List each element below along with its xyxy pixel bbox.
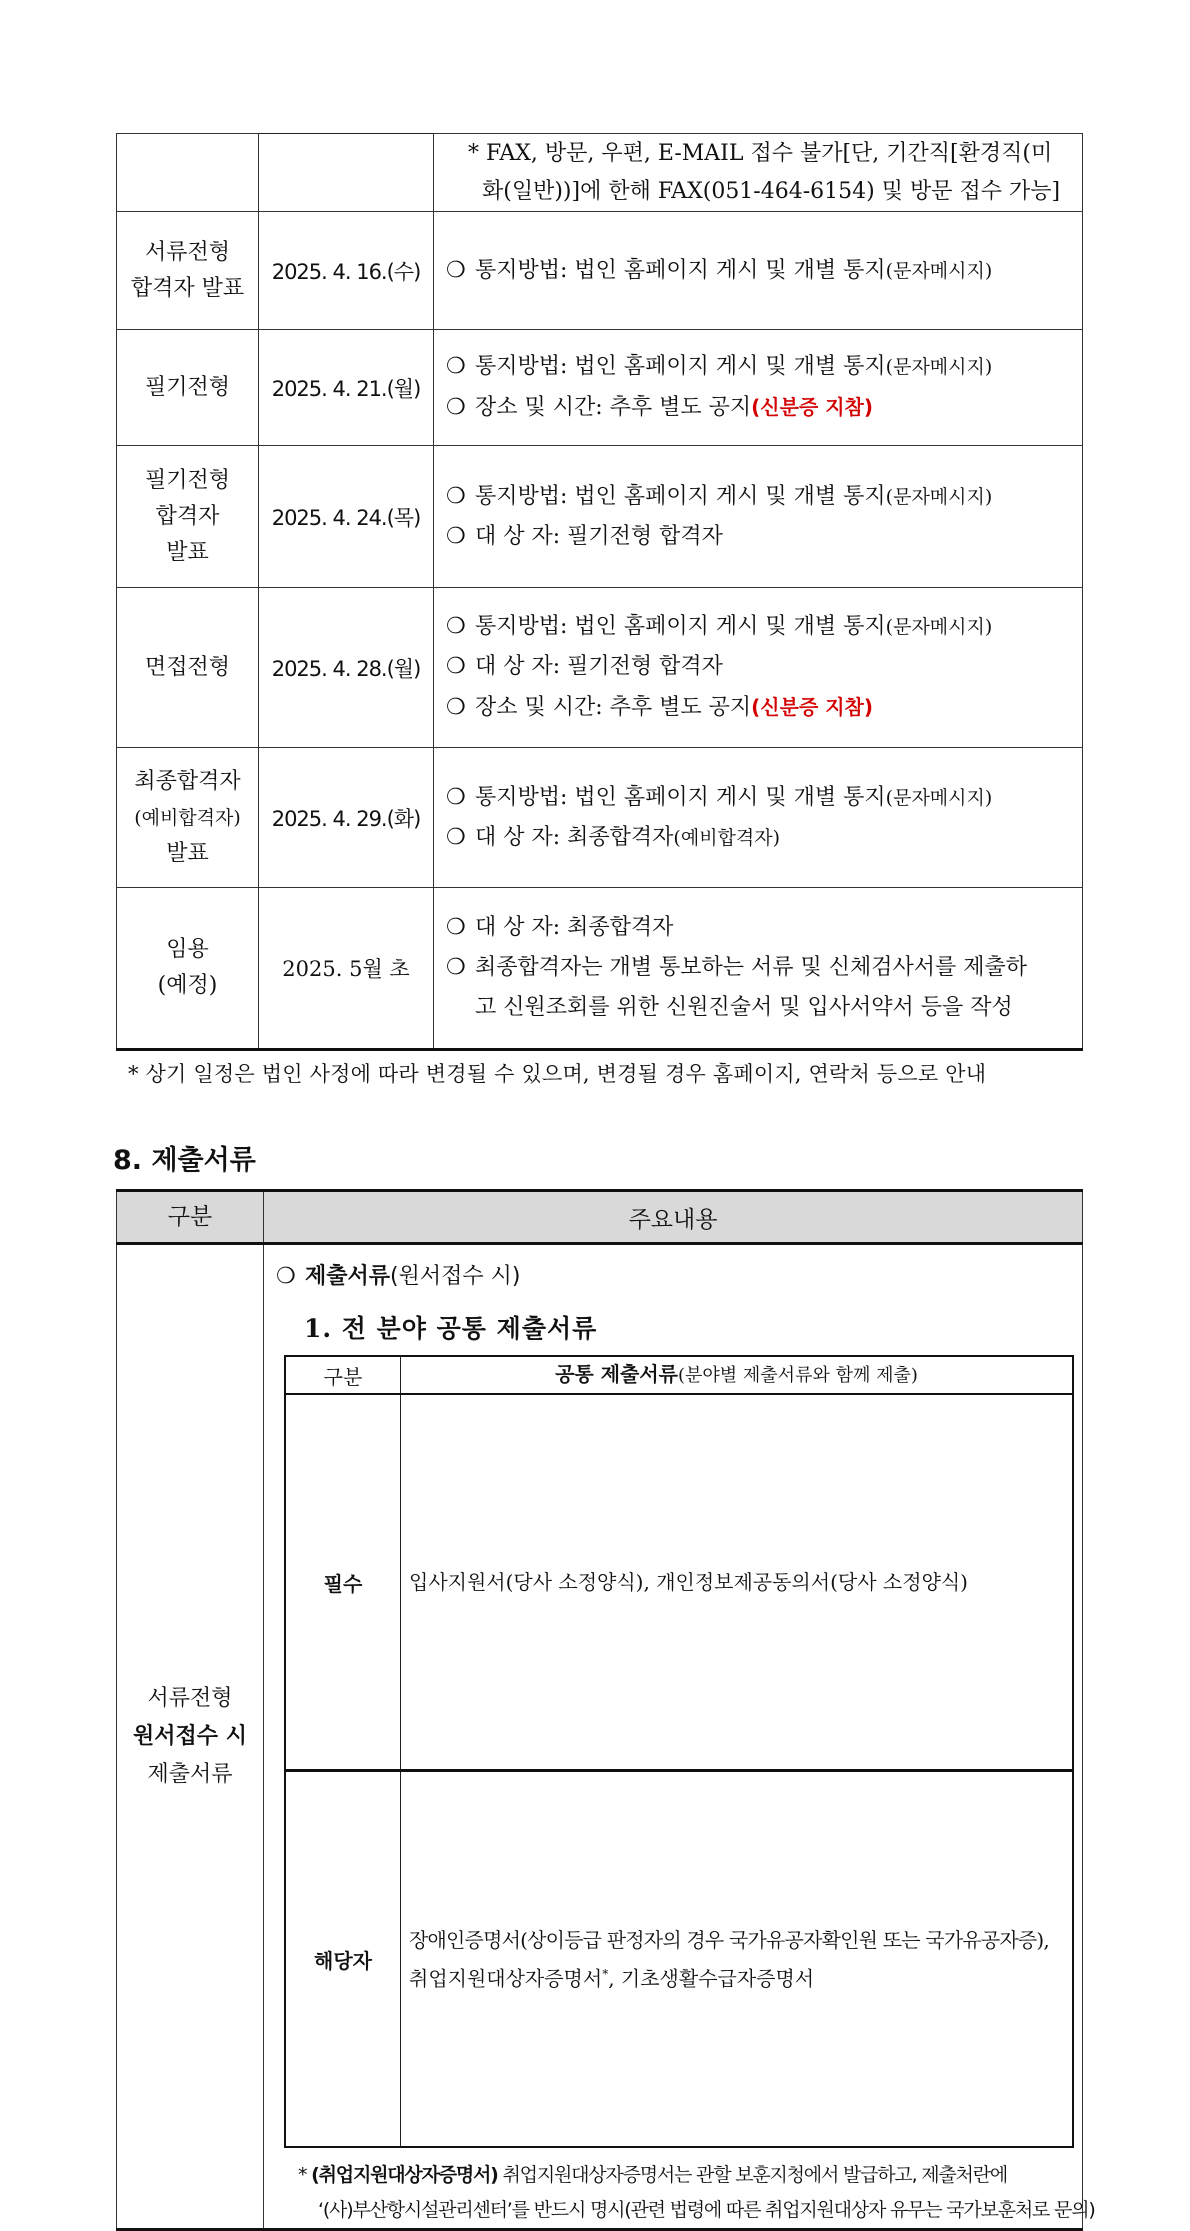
footnote-marker: * — [602, 1966, 609, 1981]
bullet-text: 대 상 자: 최종합격자 — [475, 824, 674, 850]
stage-label: 발표 — [166, 539, 209, 565]
inner-category: 필수 — [285, 1394, 401, 1771]
stage-label: 필기전형 — [144, 467, 230, 493]
bullet-icon: ❍ — [446, 395, 466, 420]
bullet-icon: ❍ — [446, 915, 466, 940]
section-title: 8. 제출서류 — [113, 1145, 256, 1176]
date-cell: 2025. 5월 초 — [259, 888, 434, 1050]
details-cell — [434, 748, 1083, 888]
bullet-icon: ❍ — [446, 257, 466, 283]
footnote-line: ‘(사)부산항시설관리센터’를 반드시 명시(관련 법령에 따른 취업지원대상자 유무는 국가보훈처로 문의) — [318, 2199, 1095, 2221]
schedule-row — [117, 330, 1083, 446]
stage-label: 임용 — [166, 937, 209, 962]
fax-note-line1: * FAX, 방문, 우편, E-MAIL 접수 불가[단, 기간직[환경직(미 — [468, 140, 1053, 166]
fax-note — [446, 135, 1072, 211]
details-cell — [434, 212, 1083, 330]
documents-body-row — [117, 1244, 1083, 2230]
bullet-line — [446, 387, 1072, 428]
id-required-note: (신분증 지참) — [751, 395, 874, 419]
inner-category: 해당자 — [285, 1771, 401, 2148]
bullet-bold-text: 제출서류 — [305, 1264, 391, 1289]
bullet-text: 통지방법: 법인 홈페이지 게시 및 개별 통지 — [475, 257, 886, 283]
bullet-text: (원서접수 시) — [390, 1264, 521, 1289]
bullet-text: 대 상 자: 최종합격자 — [475, 915, 674, 940]
stage-cell — [117, 748, 259, 888]
bullet-text-small: (예비합격자) — [673, 826, 781, 849]
bullet-icon: ❍ — [446, 784, 466, 810]
schedule-row — [117, 888, 1083, 1050]
header-category: 구분 — [117, 1191, 264, 1244]
inner-header-bold: 공통 제출서류 — [555, 1362, 678, 1386]
bullet-text-small: (문자메시지) — [885, 485, 993, 508]
bullet-icon: ❍ — [446, 483, 466, 509]
bullet-line — [446, 517, 1072, 557]
stage-label: 합격자 — [155, 503, 220, 529]
footnote-bold: (취업지원대상자증명서) — [311, 2164, 498, 2186]
bullet-line — [446, 347, 1072, 387]
stage-cell — [117, 888, 259, 1050]
details-cell — [434, 330, 1083, 446]
stage-label: 최종합격자 — [134, 768, 241, 794]
category-label: 제출서류 — [147, 1761, 233, 1787]
bullet-text: 장소 및 시간: 추후 별도 공지 — [475, 395, 752, 420]
id-required-note: (신분증 지참) — [751, 695, 874, 719]
bullet-text-small: (문자메시지) — [885, 259, 993, 282]
documents-table — [116, 1189, 1095, 2231]
bullet-text: 최종합격자는 개별 통보하는 서류 및 신체검사서를 제출하 — [475, 955, 1028, 980]
footnote-text: 취업지원대상자증명서는 관할 보훈지청에서 발급하고, 제출처란에 — [497, 2164, 1008, 2186]
schedule-row — [117, 134, 1083, 212]
inner-content-text: 취업지원대상자증명서 — [409, 1966, 603, 1991]
bullet-text-small: (문자메시지) — [885, 786, 993, 809]
stage-label: 면접전형 — [144, 654, 230, 680]
stage-label: (예비합격자) — [134, 806, 241, 829]
bullet-icon: ❍ — [446, 654, 466, 679]
details-cell — [434, 446, 1083, 588]
date-cell: 2025. 4. 28.(월) — [259, 588, 434, 748]
stage-cell — [117, 134, 259, 212]
common-documents-table — [284, 1355, 1074, 2148]
stage-cell — [117, 588, 259, 748]
bullet-icon: ❍ — [446, 614, 466, 639]
inner-content-text: , 기초생활수급자증명서 — [608, 1966, 815, 1991]
date-cell: 2025. 4. 21.(월) — [259, 330, 434, 446]
inner-header-content — [401, 1356, 1074, 1394]
footnote-star: * — [298, 2164, 307, 2186]
inner-content: 입사지원서(당사 소정양식), 개인정보제공동의서(당사 소정양식) — [401, 1394, 1074, 1771]
schedule-table — [116, 133, 1083, 1051]
schedule-row — [117, 588, 1083, 748]
schedule-note: * 상기 일정은 법인 사정에 따라 변경될 수 있으며, 변경될 경우 홈페이지, 연락처 등으로 안내 — [128, 1062, 987, 1086]
bullet-icon: ❍ — [446, 354, 466, 379]
bullet-icon: ❍ — [446, 523, 466, 549]
stage-cell — [117, 330, 259, 446]
subsection-title: 1. 전 분야 공통 제출서류 — [304, 1314, 598, 1343]
schedule-row — [117, 212, 1083, 330]
category-cell — [117, 1244, 264, 2230]
schedule-row — [117, 748, 1083, 888]
bullet-icon: ❍ — [446, 955, 466, 980]
bullet-line — [446, 607, 1072, 647]
footnote — [298, 2158, 1095, 2228]
stage-label: 필기전형 — [144, 374, 230, 400]
inner-row — [285, 1771, 1073, 2148]
bullet-text: 통지방법: 법인 홈페이지 게시 및 개별 통지 — [475, 483, 886, 509]
stage-cell — [117, 212, 259, 330]
documents-header-row — [117, 1191, 1083, 1244]
bullet-text: 대 상 자: 필기전형 합격자 — [475, 523, 723, 549]
bullet-text: 통지방법: 법인 홈페이지 게시 및 개별 통지 — [475, 614, 886, 639]
bullet-line — [446, 908, 1072, 948]
bullet-line — [446, 818, 1072, 858]
bullet-text: 대 상 자: 필기전형 합격자 — [475, 654, 723, 679]
bullet-text-small: (문자메시지) — [885, 616, 993, 638]
footnote-line — [298, 2158, 1072, 2193]
bullet-line — [446, 477, 1072, 517]
bullet-icon: ❍ — [446, 824, 466, 850]
bullet-icon: ❍ — [446, 695, 466, 720]
bullet-line — [446, 948, 1072, 988]
stage-label: 발표 — [166, 840, 209, 866]
bullet-line — [446, 647, 1072, 687]
bullet-text-small: (문자메시지) — [885, 356, 993, 378]
inner-content-line — [409, 1957, 1064, 1996]
content-cell — [264, 1244, 1095, 2230]
stage-label: 합격자 발표 — [130, 275, 245, 301]
inner-row — [285, 1394, 1073, 1771]
inner-content-line: 장애인증명서(상이등급 판정자의 경우 국가유공자확인원 또는 국가유공자증), — [409, 1927, 1049, 1952]
bullet-icon: ❍ — [276, 1264, 296, 1289]
schedule-row — [117, 446, 1083, 588]
details-cell — [434, 588, 1083, 748]
date-cell: 2025. 4. 16.(수) — [259, 212, 434, 330]
category-label: 서류전형 — [147, 1685, 233, 1711]
fax-note-line2: 화(일반))]에 한해 FAX(051-464-6154) 및 방문 접수 가능] — [482, 178, 1061, 204]
inner-content — [401, 1771, 1074, 2148]
category-label-bold: 원서접수 시 — [133, 1723, 247, 1749]
bullet-line — [446, 778, 1072, 818]
inner-header-row — [285, 1356, 1073, 1394]
inner-header-note: (분야별 제출서류와 함께 제출) — [678, 1365, 918, 1386]
date-cell — [259, 134, 434, 212]
date-cell: 2025. 4. 24.(목) — [259, 446, 434, 588]
bullet-line — [446, 687, 1072, 728]
bullet-line — [276, 1259, 1072, 1295]
details-cell — [434, 888, 1083, 1050]
header-content: 주요내용 — [264, 1191, 1083, 1244]
bullet-text: 통지방법: 법인 홈페이지 게시 및 개별 통지 — [475, 354, 886, 379]
date-cell: 2025. 4. 29.(화) — [259, 748, 434, 888]
stage-cell — [117, 446, 259, 588]
bullet-text: 장소 및 시간: 추후 별도 공지 — [475, 695, 752, 720]
inner-header-category: 구분 — [285, 1356, 401, 1394]
bullet-line — [446, 251, 1072, 291]
bullet-text: 통지방법: 법인 홈페이지 게시 및 개별 통지 — [475, 784, 886, 810]
details-cell — [434, 134, 1083, 212]
stage-label: 서류전형 — [144, 239, 230, 265]
bullet-line-continued: 고 신원조회를 위한 신원진술서 및 입사서약서 등을 작성 — [475, 995, 1013, 1020]
stage-label: (예정) — [157, 973, 218, 998]
